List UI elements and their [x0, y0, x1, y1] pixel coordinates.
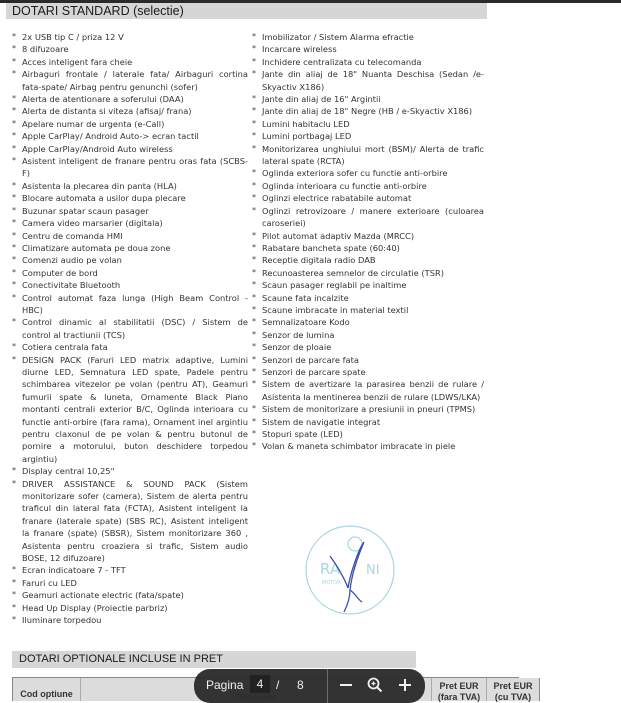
equipment-item: * Comenzi audio pe volan [12, 254, 248, 266]
plus-icon [394, 674, 416, 696]
equipment-item: * Oglinda interioara cu functie anti-orbire [252, 180, 484, 192]
equipment-item: * Receptie digitala radio DAB [252, 254, 484, 266]
page-navigation-toolbar [194, 669, 425, 703]
svg-text:RA: RA [320, 560, 341, 578]
equipment-item: * Oglinzi retrovizoare / manere exterioare (culoarea caroseriei) [252, 205, 484, 230]
equipment-item: * Scaune fata incalzite [252, 292, 484, 304]
equipment-item: * Ecran indicatoare 7 - TFT [12, 564, 248, 576]
equipment-item: * Climatizare automata pe doua zone [12, 242, 248, 254]
equipment-item: * Sistem de navigatie integrat [252, 416, 484, 428]
equipment-item: * Conectivitate Bluetooth [12, 279, 248, 291]
equipment-item: * Computer de bord [12, 267, 248, 279]
equipment-item: * Control dinamic al stabilitatii (DSC) / Sistem de control al tractiunii (TCS) [12, 316, 248, 341]
equipment-item: * Imobilizator / Sistem Alarma efractie [252, 31, 484, 43]
svg-text:MOTOR: MOTOR [322, 580, 341, 586]
equipment-item: * Jante din aliaj de 16" Argintii [252, 93, 484, 105]
equipment-item: * Camera video marsarier (digitala) [12, 217, 248, 229]
magnifier-icon [364, 674, 386, 696]
equipment-item: * Head Up Display (Proiectie parbriz) [12, 602, 248, 614]
equipment-item: * Oglinzi electrice rabatabile automat [252, 192, 484, 204]
equipment-item: * Display central 10,25" [12, 465, 248, 477]
column-header-code: Cod optiune [13, 678, 81, 701]
equipment-item: * Rabatare bancheta spate (60:40) [252, 242, 484, 254]
toolbar-divider [327, 669, 328, 703]
equipment-item: * Control automat faza lunga (High Beam Control - HBC) [12, 292, 248, 317]
equipment-item: * Centru de comanda HMI [12, 230, 248, 242]
minus-icon [335, 674, 357, 696]
equipment-item: * Lumini portbagaj LED [252, 130, 484, 142]
equipment-item: * Oglinda exteriora sofer cu functie anti-orbire [252, 167, 484, 179]
page-separator: / [276, 678, 280, 692]
dealer-stamp-signature [300, 520, 400, 620]
equipment-item: * Buzunar spatar scaun pasager [12, 205, 248, 217]
equipment-item: * Sistem de monitorizare a presiunii in pneuri (TPMS) [252, 403, 484, 415]
equipment-item: * Apple CarPlay/Android Auto wireless [12, 143, 248, 155]
standard-list-right [252, 31, 484, 453]
equipment-item: * Volan & maneta schimbator imbracate in piele [252, 440, 484, 452]
equipment-item: * Sistem de avertizare la parasirea benzii de rulare / Asistenta la mentinerea benzii de rulare (LDWS/LKA) [252, 378, 484, 403]
equipment-item: * Incarcare wireless [252, 43, 484, 55]
zoom-in-button[interactable] [394, 674, 416, 696]
equipment-item: * Asistenta la plecarea din panta (HLA) [12, 180, 248, 192]
equipment-item: * Apple CarPlay/ Android Auto-> ecran tactil [12, 130, 248, 142]
equipment-item: * Senzori de parcare fata [252, 354, 484, 366]
equipment-item: * Scaune imbracate in material textil [252, 304, 484, 316]
equipment-item: * Blocare automata a usilor dupa plecare [12, 192, 248, 204]
standard-list-left [12, 31, 248, 627]
zoom-reset-button[interactable] [364, 674, 386, 696]
current-page-input[interactable]: 4 [250, 675, 270, 693]
equipment-item: * Iluminare torpedou [12, 614, 248, 626]
page-label: Pagina [206, 678, 244, 692]
equipment-item: * Acces inteligent fara cheie [12, 56, 248, 68]
equipment-item: * Senzor de ploaie [252, 341, 484, 353]
optional-equipment-header: DOTARI OPTIONALE INCLUSE IN PRET [12, 651, 416, 668]
equipment-item: * Monitorizarea unghiului mort (BSM)/ Alerta de trafic lateral spate (RCTA) [252, 143, 484, 168]
standard-equipment-header: DOTARI STANDARD (selectie) [6, 3, 487, 19]
equipment-item: * Asistent inteligent de franare pentru oras fata (SCBS-F) [12, 155, 248, 180]
equipment-item: * Apelare numar de urgenta (e-Call) [12, 118, 248, 130]
equipment-item: * Alerta de atentionare a soferului (DAA) [12, 93, 248, 105]
equipment-item: * Cotiera centrala fata [12, 341, 248, 353]
equipment-item: * Lumini habitaclu LED [252, 118, 484, 130]
equipment-item: * Scaun pasager reglabil pe inaltime [252, 279, 484, 291]
equipment-item: * DESIGN PACK (Faruri LED matrix adaptive, Lumini diurne LED, Semnatura LED spate, Padele pentru schimbarea vitezelor pe volan (pentru AT), Geamuri fumurii spate & luneta, Ornamente Black Piano montanti centrali exterior B/C, Oglinda interioara cu functie anti-orbire (fara rama), Ornament inel argintiu pentru claxonul de pe volan & pentru butonul de pornire a motorului, buton deschidere torpedou argintiu) [12, 354, 248, 466]
svg-text:NI: NI [366, 563, 380, 578]
equipment-item: * Semnalizatoare Kodo [252, 316, 484, 328]
equipment-item: * Alerta de distanta si viteza (afisaj/ frana) [12, 105, 248, 117]
equipment-item: * Faruri cu LED [12, 577, 248, 589]
equipment-item: * Airbaguri frontale / laterale fata/ Airbaguri cortina fata-spate/ Airbag pentru genunchi (sofer) [12, 68, 248, 93]
equipment-item: * Recunoasterea semnelor de circulatie (TSR) [252, 267, 484, 279]
equipment-item: * Jante din aliaj de 18" Nuanta Deschisa (Sedan /e-Skyactiv X186) [252, 68, 484, 93]
equipment-item: * Geamuri actionate electric (fata/spate) [12, 589, 248, 601]
equipment-item: * Jante din aliaj de 18" Negre (HB / e-Skyactiv X186) [252, 105, 484, 117]
equipment-item: * Stopuri spate (LED) [252, 428, 484, 440]
equipment-item: * DRIVER ASSISTANCE & SOUND PACK (Sistem monitorizare sofer (camera), Sistem de alerta pentru traficul din lateral fata (FCTA), Asistent inteligent la franare (laterale spate) (SBS RC), Asistent inteligent la franare (spate) (SBSR), Sistem monitorizare 360 , Asistenta pentru croaziera si trafic, Sistem audio BOSE, 12 difuzoare) [12, 478, 248, 565]
equipment-item: * Senzori de parcare spate [252, 366, 484, 378]
equipment-item: * Pilot automat adaptiv Mazda (MRCC) [252, 230, 484, 242]
equipment-item: * 8 difuzoare [12, 43, 248, 55]
equipment-item: * Senzor de lumina [252, 329, 484, 341]
total-pages: 8 [297, 678, 304, 692]
equipment-item: * Inchidere centralizata cu telecomanda [252, 56, 484, 68]
equipment-item: * 2x USB tip C / priza 12 V [12, 31, 248, 43]
zoom-out-button[interactable] [335, 674, 357, 696]
column-header-price-vat: Pret EUR (cu TVA) [487, 678, 540, 701]
column-header-price-no-vat: Pret EUR (fara TVA) [432, 678, 487, 701]
